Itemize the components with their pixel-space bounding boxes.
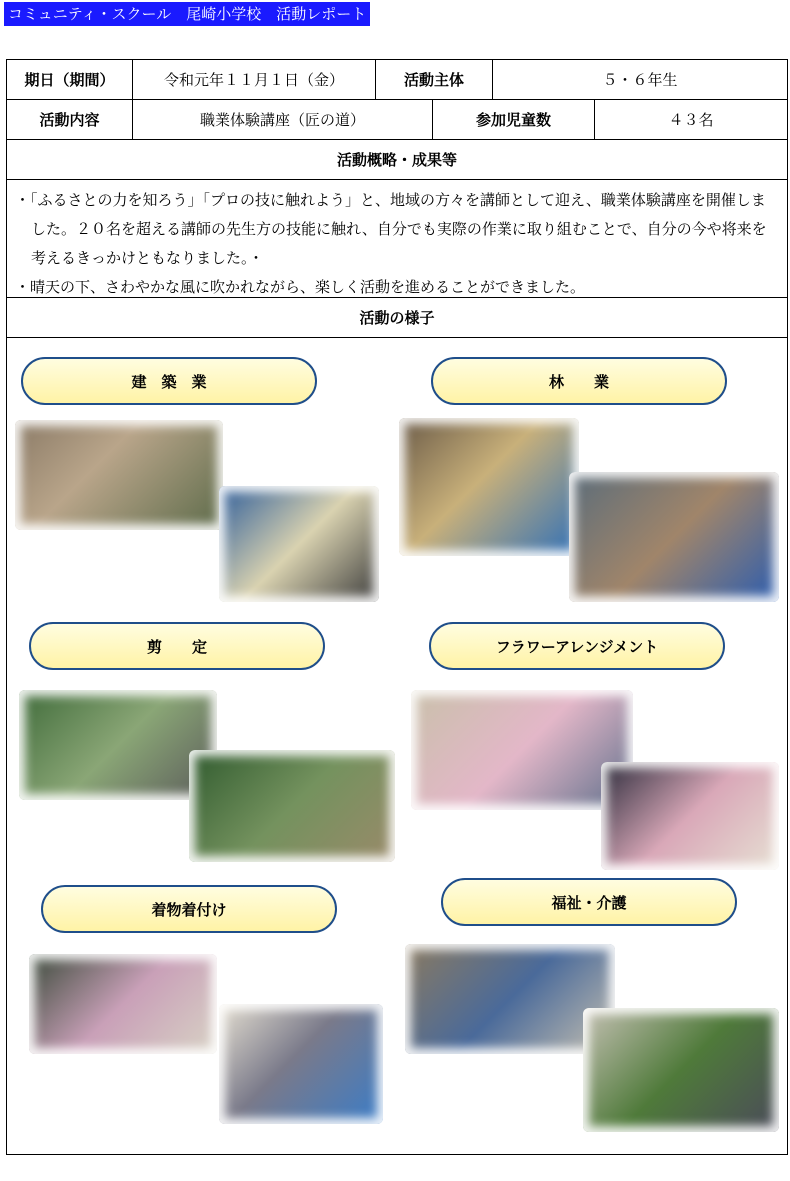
flower-photo-1 [411, 690, 633, 810]
content-label: 活動内容 [7, 100, 133, 139]
forestry-photo-2 [569, 472, 779, 602]
kimono-photo-2 [219, 1004, 383, 1124]
construction-photo-2 [219, 486, 379, 602]
section-pill-construction: 建 築 業 [21, 357, 317, 405]
date-label: 期日（期間） [7, 60, 133, 99]
summary-heading: 活動概略・成果等 [336, 151, 457, 169]
section-pill-pruning: 剪 定 [29, 622, 325, 670]
content-value: 職業体験講座（匠の道） [133, 100, 433, 139]
content-row [7, 100, 787, 140]
participants-label: 参加児童数 [433, 100, 595, 139]
summary-text [7, 180, 787, 298]
summary-line-1: ・「ふるさとの力を知ろう」「プロの技に触れよう」と、地域の方々を講師として迎え、職業体験講座を開催しました。２０名を超える講師の先生方の技能に触れ、自分でも実際の作業に取り組むことで、自分の今や将来を考えるきっかけともなりました。・ [15, 191, 767, 267]
photos-heading: 活動の様子 [359, 309, 435, 327]
kimono-photo-1 [29, 954, 217, 1054]
date-value: 令和元年１１月１日（金） [133, 60, 376, 99]
summary-heading-row [7, 140, 787, 180]
section-pill-kimono: 着物着付け [41, 885, 337, 933]
flower-photo-2 [601, 762, 779, 870]
report-table [6, 59, 788, 1155]
section-pill-flower-arrangement: フラワーアレンジメント [429, 622, 725, 670]
date-row [7, 60, 787, 100]
construction-photo-1 [15, 420, 223, 530]
photos-heading-row [7, 298, 787, 338]
organizer-value: ５・６年生 [602, 71, 678, 89]
section-pill-welfare: 福祉・介護 [441, 878, 737, 926]
forestry-photo-1 [399, 418, 579, 556]
section-pill-forestry: 林 業 [431, 357, 727, 405]
organizer-label: 活動主体 [376, 60, 493, 99]
participants-value: ４３名 [668, 111, 714, 129]
welfare-photo-2 [583, 1008, 779, 1132]
pruning-photo-2 [189, 750, 395, 862]
report-banner: コミュニティ・スクール 尾崎小学校 活動レポート [4, 2, 370, 26]
pruning-photo-1 [19, 690, 217, 800]
summary-line-2: ・晴天の下、さわやかな風に吹かれながら、楽しく活動を進めることができました。 [15, 278, 586, 296]
